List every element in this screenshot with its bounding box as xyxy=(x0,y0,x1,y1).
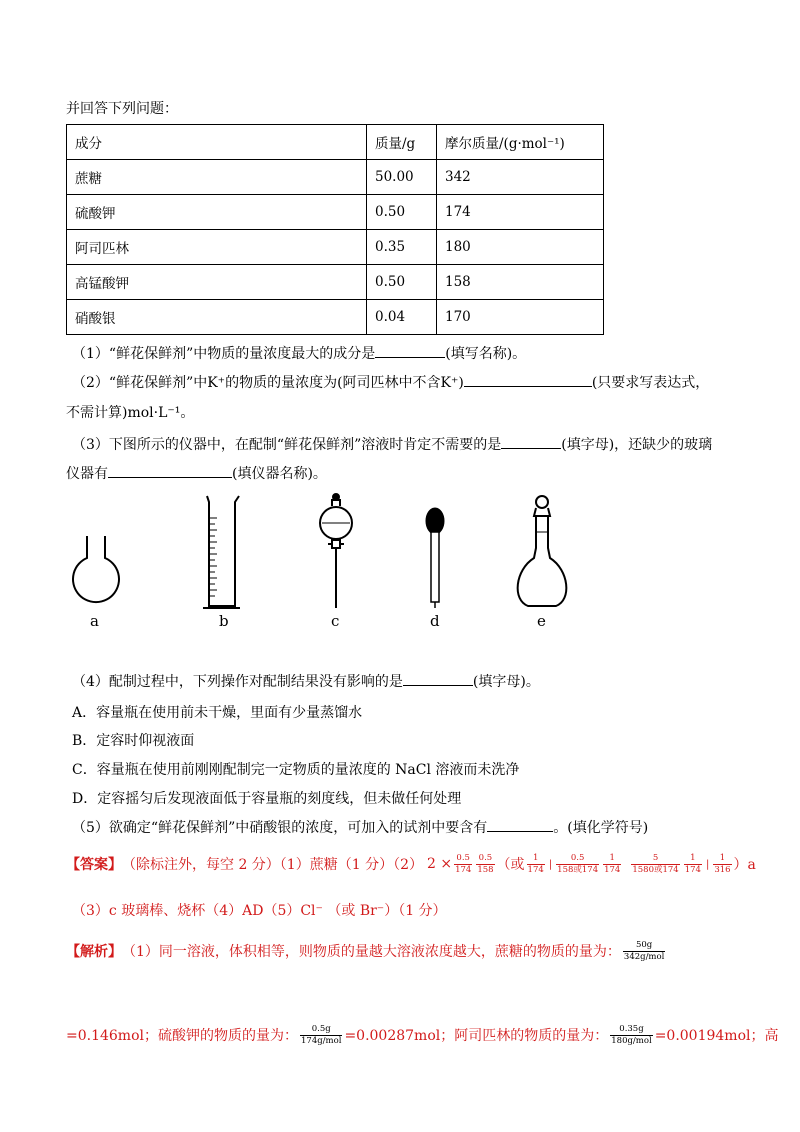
figure-label-e: e xyxy=(537,612,546,630)
table-cell: 158 xyxy=(437,265,604,300)
analysis-line-2 xyxy=(66,1018,779,1052)
figure-label-d: d xyxy=(430,612,440,630)
table-cell: 0.04 xyxy=(367,300,437,335)
question-4-hint: (填字母)。 xyxy=(472,674,540,690)
analysis-tag: 【解析】 xyxy=(66,944,122,960)
answer-separator: | xyxy=(548,858,553,870)
answer-or: （或 xyxy=(496,857,525,873)
table-cell: 高锰酸钾 xyxy=(67,265,367,300)
answer-fraction: $\frac{0.5}{174}$ xyxy=(455,852,472,875)
question-2-hint: (只要求写表达式， xyxy=(591,375,710,391)
table-cell: 180 xyxy=(437,230,604,265)
table-cell: 0.50 xyxy=(367,265,437,300)
graduated-cylinder-icon xyxy=(203,496,240,608)
option-a: A．容量瓶在使用前未干燥，里面有少量蒸馏水 xyxy=(72,705,363,721)
question-5-hint: 。(填化学符号) xyxy=(553,820,649,836)
answer-fraction: $\frac{1}{174}$ xyxy=(684,852,701,875)
table-cell: 0.35 xyxy=(367,230,437,265)
table-cell: 硝酸银 xyxy=(67,300,367,335)
question-1-text: （1）“鲜花保鲜剂”中物质的量浓度最大的成分是 xyxy=(72,346,376,362)
question-3-hint: (填字母)，还缺少的玻璃 xyxy=(561,437,713,453)
table-cell: 342 xyxy=(437,160,604,195)
analysis-text: （1）同一溶液，体积相等，则物质的量越大溶液浓度越大，蔗糖的物质的量为： xyxy=(122,944,621,960)
intro-text: 并回答下列问题： xyxy=(66,101,178,117)
analysis-line-1 xyxy=(66,934,667,968)
question-4-text: （4）配制过程中，下列操作对配制结果没有影响的是 xyxy=(72,674,403,690)
table-row xyxy=(67,230,604,265)
answer-blank xyxy=(464,372,592,387)
volumetric-flask-icon xyxy=(518,496,567,606)
answer-blank xyxy=(108,463,232,478)
analysis-fraction: $\frac{0.5g}{\text{174g/mol}}$ xyxy=(301,1023,342,1046)
table-cell: 170 xyxy=(437,300,604,335)
answer-fraction: $\frac{1}{174}$ xyxy=(527,852,544,875)
table-cell: 硫酸钾 xyxy=(67,195,367,230)
question-1-hint: (填写名称)。 xyxy=(445,346,527,362)
question-5 xyxy=(72,817,648,837)
question-3-text: （3）下图所示的仪器中，在配制“鲜花保鲜剂”溶液时肯定不需要的是 xyxy=(72,437,502,453)
question-1 xyxy=(72,343,526,363)
figure-label-a: a xyxy=(90,612,99,630)
answer-line-1 xyxy=(66,846,756,882)
table-cell: 蔗糖 xyxy=(67,160,367,195)
option-c: C．容量瓶在使用前刚刚配制完一定物质的量浓度的 NaCl 溶液而未洗净 xyxy=(72,762,520,778)
apparatus-figure xyxy=(60,488,620,638)
question-2-text: （2）“鲜花保鲜剂”中K⁺的物质的量浓度为(阿司匹林中不含K⁺) xyxy=(72,375,464,391)
answer-line-2: （3）c 玻璃棒、烧杯（4）AD（5）Cl⁻ （或 Br⁻）（1 分） xyxy=(72,903,447,919)
table-cell: 50.00 xyxy=(367,160,437,195)
answer-fraction: $\frac{1}{316}$ xyxy=(714,852,731,875)
analysis-text: =0.146mol；硫酸钾的物质的量为： xyxy=(66,1028,298,1044)
question-2 xyxy=(72,372,709,392)
answer-separator: | xyxy=(705,858,710,870)
question-3-line2-text: 仪器有 xyxy=(66,466,108,482)
question-2-line2: 不需计算)mol·L⁻¹。 xyxy=(66,405,195,421)
answer-tag: 【答案】 xyxy=(66,857,122,873)
table-row xyxy=(67,160,604,195)
analysis-fraction: $\frac{50g}{\text{342g/mol}}$ xyxy=(623,939,665,962)
table-header-cell: 成分 xyxy=(67,125,367,160)
answer-blank xyxy=(487,817,553,832)
analysis-text: =0.00287mol；阿司匹林的物质的量为： xyxy=(344,1028,609,1044)
table-row xyxy=(67,195,604,230)
answer-blank xyxy=(375,343,445,358)
figure-label-b: b xyxy=(219,612,229,630)
question-3-line2-hint: (填仪器名称)。 xyxy=(232,466,327,482)
table-cell: 174 xyxy=(437,195,604,230)
dropper-icon xyxy=(426,508,444,608)
answer-fraction: $\frac{5}{\text{1580或174}}$ xyxy=(632,852,679,875)
round-bottom-flask-icon xyxy=(73,536,119,602)
answer-blank xyxy=(501,434,561,449)
answer-multiplier: 2 × xyxy=(426,856,453,872)
analysis-fraction: $\frac{0.35g}{\text{180g/mol}}$ xyxy=(611,1023,652,1046)
table-cell: 0.50 xyxy=(367,195,437,230)
answer-fraction: $\frac{1}{174}$ xyxy=(604,852,621,875)
option-b: B．定容时仰视液面 xyxy=(72,733,195,749)
table-row xyxy=(67,265,604,300)
table-header-cell: 摩尔质量/(g·mol⁻¹) xyxy=(437,125,604,160)
table-header-cell: 质量/g xyxy=(367,125,437,160)
answer-close: ）a xyxy=(733,857,756,873)
answer-blank xyxy=(403,671,473,686)
analysis-text: =0.00194mol；高 xyxy=(654,1028,779,1044)
option-d: D．定容摇匀后发现液面低于容量瓶的刻度线，但未做任何处理 xyxy=(72,791,462,807)
question-5-text: （5）欲确定“鲜花保鲜剂”中硝酸银的浓度，可加入的试剂中要含有 xyxy=(72,820,488,836)
table-row xyxy=(67,300,604,335)
table-cell: 阿司匹林 xyxy=(67,230,367,265)
answer-fraction: $\frac{0.5}{\text{158或174}}$ xyxy=(557,852,599,875)
figure-label-c: c xyxy=(331,612,340,630)
answer-intro: （除标注外，每空 2 分）（1）蔗糖（1 分）（2） xyxy=(122,857,423,873)
separatory-funnel-icon xyxy=(320,494,352,608)
table-header-row xyxy=(67,125,604,160)
question-3 xyxy=(72,434,712,454)
composition-table xyxy=(66,124,604,335)
question-4 xyxy=(72,671,540,691)
question-3-line2 xyxy=(66,463,327,483)
answer-fraction: $\frac{0.5}{158}$ xyxy=(477,852,494,875)
